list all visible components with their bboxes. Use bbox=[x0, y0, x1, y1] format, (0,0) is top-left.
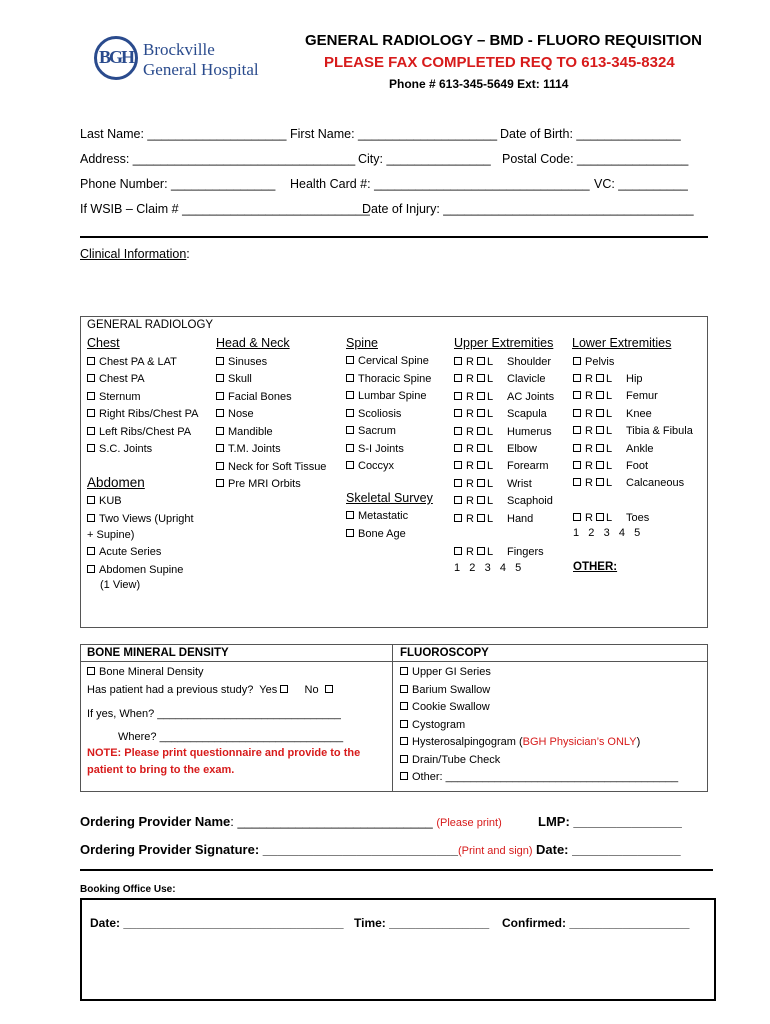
head-neck-item[interactable]: Neck for Soft Tissue bbox=[216, 461, 326, 473]
head-neck-heading: Head & Neck bbox=[216, 336, 290, 350]
spine-item[interactable]: Sacrum bbox=[346, 425, 396, 437]
other-label: OTHER: bbox=[573, 561, 618, 573]
spine-item[interactable]: Cervical Spine bbox=[346, 355, 429, 367]
fax-notice: PLEASE FAX COMPLETED REQ TO 613-345-8324 bbox=[324, 54, 675, 71]
injury-date-field[interactable]: Date of Injury: ____________________________________ bbox=[362, 202, 694, 216]
chest-item[interactable]: Left Ribs/Chest PA bbox=[87, 426, 191, 438]
date-field[interactable]: Date: _______________ bbox=[536, 842, 681, 857]
booking-time-field[interactable]: Time: _______________ bbox=[354, 916, 490, 930]
skeletal-item[interactable]: Metastatic bbox=[346, 510, 408, 522]
upper-heading: Upper Extremities bbox=[454, 336, 554, 350]
abdomen-item[interactable]: Acute Series bbox=[87, 546, 161, 558]
lower-item[interactable]: R L Foot bbox=[573, 460, 612, 472]
head-neck-item[interactable]: Mandible bbox=[216, 426, 273, 438]
chest-item[interactable]: Right Ribs/Chest PA bbox=[87, 408, 198, 420]
general-radiology-title: GENERAL RADIOLOGY bbox=[87, 319, 214, 331]
upper-item[interactable]: R L Clavicle bbox=[454, 373, 493, 385]
spine-item[interactable]: Lumbar Spine bbox=[346, 390, 427, 402]
yes-checkbox[interactable] bbox=[280, 685, 288, 693]
upper-item[interactable]: R L Scaphoid bbox=[454, 495, 493, 507]
city-field[interactable]: City: _______________ bbox=[358, 152, 491, 166]
row-divider bbox=[80, 661, 708, 662]
spine-item[interactable]: Thoracic Spine bbox=[346, 373, 431, 385]
skeletal-heading: Skeletal Survey bbox=[346, 491, 433, 505]
abdomen-item[interactable]: Abdomen Supine bbox=[87, 564, 183, 576]
lower-heading: Lower Extremities bbox=[572, 336, 672, 350]
chest-item[interactable]: S.C. Joints bbox=[87, 443, 152, 455]
head-neck-item[interactable]: Facial Bones bbox=[216, 391, 292, 403]
fluoro-item[interactable]: Upper GI Series bbox=[400, 666, 491, 678]
first-name-field[interactable]: First Name: ____________________ bbox=[290, 127, 498, 141]
lower-item[interactable]: R L Knee bbox=[573, 408, 612, 420]
bmd-note: NOTE: Please print questionnaire and provide to the bbox=[87, 747, 361, 759]
spine-item[interactable]: Scoliosis bbox=[346, 408, 401, 420]
head-neck-item[interactable]: Skull bbox=[216, 373, 252, 385]
divider bbox=[80, 869, 713, 871]
upper-item[interactable]: R L Fingers bbox=[454, 546, 493, 558]
dob-field[interactable]: Date of Birth: _______________ bbox=[500, 127, 681, 141]
lower-item[interactable]: Pelvis bbox=[573, 356, 614, 368]
vc-field[interactable]: VC: __________ bbox=[594, 177, 688, 191]
abdomen-item-cont: (1 View) bbox=[100, 579, 141, 591]
provider-name-field[interactable]: Ordering Provider Name: ___________________________ (Please print) bbox=[80, 814, 502, 829]
fluoro-item[interactable]: Hysterosalpingogram (BGH Physician’s ONLY) bbox=[400, 736, 640, 748]
abdomen-item-cont: + Supine) bbox=[87, 529, 135, 541]
toe-numbers: 1 2 3 4 5 bbox=[573, 527, 641, 539]
fluoro-item[interactable]: Barium Swallow bbox=[400, 684, 490, 696]
fluoro-other[interactable]: Other: ______________________________________ bbox=[400, 771, 678, 783]
lower-item[interactable]: R L Toes bbox=[573, 512, 612, 524]
phone-number-field[interactable]: Phone Number: _______________ bbox=[80, 177, 276, 191]
bmd-item[interactable]: Bone Mineral Density bbox=[87, 666, 204, 678]
bmd-note-cont: patient to bring to the exam. bbox=[87, 764, 235, 776]
previous-study-question: Has patient had a previous study? Yes No bbox=[87, 684, 337, 696]
upper-item[interactable]: R L Forearm bbox=[454, 460, 493, 472]
abdomen-heading: Abdomen bbox=[87, 475, 145, 490]
chest-heading: Chest bbox=[87, 336, 120, 350]
provider-signature-field[interactable]: Ordering Provider Signature: ___________________________(Print and sign) bbox=[80, 842, 533, 857]
spine-item[interactable]: S-I Joints bbox=[346, 443, 404, 455]
address-field[interactable]: Address: ________________________________ bbox=[80, 152, 356, 166]
head-neck-item[interactable]: Pre MRI Orbits bbox=[216, 478, 301, 490]
head-neck-item[interactable]: Nose bbox=[216, 408, 254, 420]
abdomen-item[interactable]: Two Views (Upright bbox=[87, 513, 194, 525]
lower-item[interactable]: R L Femur bbox=[573, 390, 612, 402]
spine-heading: Spine bbox=[346, 336, 378, 350]
form-title: GENERAL RADIOLOGY – BMD - FLUORO REQUISITION bbox=[305, 32, 702, 49]
when-field[interactable]: If yes, When? ______________________________ bbox=[87, 708, 341, 720]
upper-item[interactable]: R L AC Joints bbox=[454, 391, 493, 403]
chest-item[interactable]: Chest PA bbox=[87, 373, 145, 385]
head-neck-item[interactable]: Sinuses bbox=[216, 356, 267, 368]
lmp-field[interactable]: LMP: _______________ bbox=[538, 814, 682, 829]
booking-date-field[interactable]: Date: _________________________________ bbox=[90, 916, 344, 930]
abdomen-item[interactable]: KUB bbox=[87, 495, 122, 507]
logo-line2: General Hospital bbox=[143, 60, 259, 79]
where-field[interactable]: Where? ______________________________ bbox=[118, 731, 344, 743]
upper-item[interactable]: R L Hand bbox=[454, 513, 493, 525]
upper-item[interactable]: R L Scapula bbox=[454, 408, 493, 420]
bmd-title: BONE MINERAL DENSITY bbox=[87, 647, 229, 659]
last-name-field[interactable]: Last Name: ____________________ bbox=[80, 127, 287, 141]
postal-field[interactable]: Postal Code: ________________ bbox=[502, 152, 689, 166]
finger-numbers: 1 2 3 4 5 bbox=[454, 562, 522, 574]
upper-item[interactable]: R L Wrist bbox=[454, 478, 493, 490]
divider bbox=[80, 236, 708, 238]
lower-item[interactable]: R L Hip bbox=[573, 373, 612, 385]
phone-line: Phone # 613-345-5649 Ext: 1114 bbox=[389, 77, 569, 91]
upper-item[interactable]: R L Shoulder bbox=[454, 356, 493, 368]
fluoro-item[interactable]: Cystogram bbox=[400, 719, 465, 731]
fluoro-item[interactable]: Drain/Tube Check bbox=[400, 754, 500, 766]
booking-label: Booking Office Use: bbox=[80, 884, 176, 895]
clinical-info-label: Clinical Information: bbox=[80, 247, 190, 261]
column-divider bbox=[392, 644, 393, 792]
hospital-logo bbox=[94, 36, 138, 80]
lower-item[interactable]: R L Calcaneous bbox=[573, 477, 612, 489]
lower-item[interactable]: R L Tibia & Fibula bbox=[573, 425, 612, 437]
health-card-field[interactable]: Health Card #: _______________________________ bbox=[290, 177, 590, 191]
head-neck-item[interactable]: T.M. Joints bbox=[216, 443, 281, 455]
lower-item[interactable]: R L Ankle bbox=[573, 443, 612, 455]
spine-item[interactable]: Coccyx bbox=[346, 460, 394, 472]
booking-box bbox=[80, 898, 716, 1001]
upper-item[interactable]: R L Humerus bbox=[454, 426, 493, 438]
logo-line1: Brockville bbox=[143, 40, 215, 59]
chest-item[interactable]: Sternum bbox=[87, 391, 141, 403]
booking-confirmed-field[interactable]: Confirmed: __________________ bbox=[502, 916, 690, 930]
logo-mark: BGH bbox=[98, 47, 133, 67]
fluoro-title: FLUOROSCOPY bbox=[400, 647, 489, 659]
wsib-field[interactable]: If WSIB – Claim # ___________________________ bbox=[80, 202, 370, 216]
upper-item[interactable]: R L Elbow bbox=[454, 443, 493, 455]
chest-item[interactable]: Chest PA & LAT bbox=[87, 356, 177, 368]
fluoro-item[interactable]: Cookie Swallow bbox=[400, 701, 490, 713]
skeletal-item[interactable]: Bone Age bbox=[346, 528, 406, 540]
no-checkbox[interactable] bbox=[325, 685, 333, 693]
